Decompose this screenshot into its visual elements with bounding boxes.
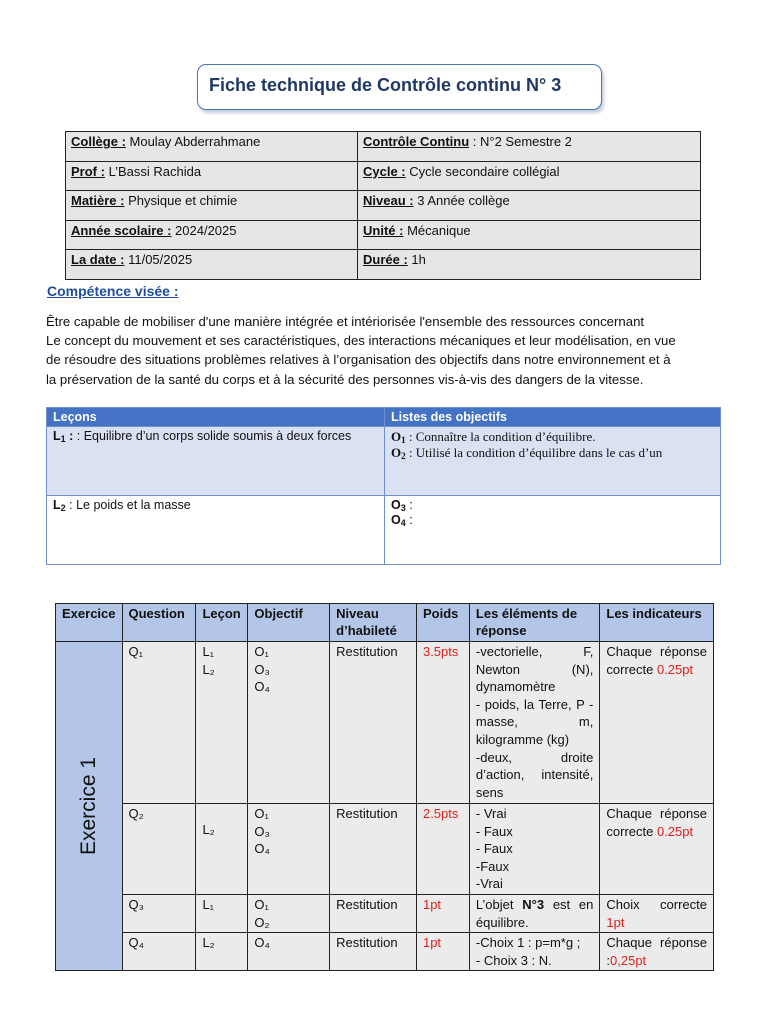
element-line: -Faux: [475, 858, 510, 874]
indicator-points: 0.25pt: [656, 661, 694, 677]
info-value: 2024/2025: [171, 222, 237, 238]
objective-ref: O₁: [254, 896, 269, 912]
question-row: [56, 933, 714, 971]
objective-text: : Utilisé la condition d’équilibre dans le cas d’un: [405, 445, 663, 460]
info-label: Cycle :: [363, 163, 406, 179]
objective-sub: 3: [400, 503, 406, 513]
indicator-points: 0.25pt: [656, 823, 694, 839]
objective-sub: 4: [400, 518, 406, 528]
elements-cell: [469, 894, 599, 932]
info-label: Niveau :: [363, 193, 414, 209]
indicator-cell: [600, 894, 714, 932]
lesson-text: : Equilibre d’un corps solide soumis à deux forces: [73, 429, 352, 443]
indicator-points: 1pt: [606, 914, 625, 930]
lesson-cell: [196, 804, 248, 895]
lesson-ref: L₁: [202, 896, 215, 912]
objective-sub: 2: [401, 451, 406, 461]
poids-cell: [416, 642, 469, 804]
elements-cell: [469, 642, 599, 804]
info-label: Durée :: [363, 252, 408, 268]
element-line: -Choix 1 : p=m*g ;: [475, 935, 581, 951]
poids-cell: [416, 804, 469, 895]
info-label: Contrôle Continu: [363, 134, 470, 149]
lesson-ref: L₂: [202, 822, 215, 837]
info-row: [66, 161, 701, 191]
objective-line: [391, 429, 714, 445]
lesson-ref: L₂: [202, 935, 215, 951]
competence-text: [46, 312, 726, 389]
lesson-row: [47, 496, 721, 565]
lesson-cell: [196, 642, 248, 804]
lesson-cell: [47, 496, 385, 565]
objective-text: : Connaître la condition d’équilibre.: [405, 429, 596, 444]
lesson-cell: [47, 427, 385, 496]
info-value: Mécanique: [403, 222, 471, 238]
objective-line: [391, 498, 714, 513]
niveau-value: Restitution: [336, 935, 398, 951]
lesson-cell: [196, 933, 248, 971]
evaluation-table: [55, 603, 714, 971]
poids-value: 3.5pts: [422, 644, 459, 659]
header-cell: Objectif: [248, 604, 330, 642]
info-label: Collège :: [71, 134, 126, 149]
question-cell: [122, 894, 196, 932]
title-box: [197, 64, 602, 110]
objective-cell: [248, 894, 330, 932]
element-line: -vectorielle, F, Newton (N), dynamomètre: [475, 644, 594, 695]
objectives-cell: [385, 427, 721, 496]
lesson-ref: L₁: [202, 644, 215, 659]
indicator-points: 0,25pt: [610, 952, 647, 968]
element-line: - Faux: [475, 823, 513, 839]
header-cell: Question: [122, 604, 196, 642]
info-cell: [66, 161, 358, 191]
objectives-header: Listes des objectifs: [385, 408, 721, 427]
indicator-cell: [600, 642, 714, 804]
lesson-row: [47, 427, 721, 496]
indicator-text: Chaque réponse :: [606, 935, 707, 968]
question-label: Q₃: [128, 896, 144, 912]
header-cell: Niveau d’habileté: [330, 604, 417, 642]
objective-ref: O₃: [254, 661, 270, 677]
competence-line: la préservation de la santé du corps et à la sécurité des personnes vis-à-vis des dangers de la vitesse.: [46, 371, 644, 387]
objective-ref: O₄: [254, 935, 270, 951]
elements-cell: [469, 933, 599, 971]
poids-value: 1pt: [422, 935, 442, 951]
info-row: [66, 132, 701, 162]
info-cell: [66, 220, 358, 250]
header-cell: Leçon: [196, 604, 248, 642]
objective-sub: 1: [401, 435, 406, 445]
lessons-table: [46, 407, 721, 565]
element-line: - Choix 3 : N.: [475, 952, 552, 968]
info-cell: [358, 132, 701, 162]
objective-text: :: [405, 513, 413, 527]
poids-cell: [416, 894, 469, 932]
niveau-cell: [330, 933, 417, 971]
exercise-cell: [56, 642, 123, 971]
info-row: [66, 250, 701, 280]
element-line: - poids, la Terre, P -masse, m, kilogramme (kg): [475, 696, 594, 747]
lesson-colon: :: [65, 429, 74, 443]
objective-text: :: [405, 498, 413, 512]
info-value: Physique et chimie: [124, 193, 238, 209]
element-text: L’objet: [475, 896, 523, 912]
info-row: [66, 220, 701, 250]
competence-line: Être capable de mobiliser d'une manière intégrée et intériorisée l'ensemble des ressources concernant: [46, 314, 645, 329]
indicator-text: Chaque réponse correcte: [606, 806, 707, 839]
header-cell: Exercice: [56, 604, 123, 642]
header-cell: Les éléments de réponse: [469, 604, 599, 642]
info-cell: [66, 132, 358, 162]
info-value: 1h: [407, 252, 426, 268]
element-line: - Vrai: [475, 806, 507, 821]
elements-cell: [469, 804, 599, 895]
element-line: - Faux: [475, 841, 513, 857]
niveau-value: Restitution: [336, 644, 398, 659]
objective-code: O: [391, 498, 401, 512]
info-value: : N°2 Semestre 2: [469, 134, 572, 149]
page-title: Fiche technique de Contrôle continu N° 3: [209, 75, 562, 95]
objective-code: O: [391, 513, 401, 527]
indicator-cell: [600, 804, 714, 895]
lesson-code: L: [53, 498, 61, 512]
evaluation-header-row: [56, 604, 714, 642]
question-row: [56, 804, 714, 895]
poids-value: 1pt: [422, 896, 442, 912]
lesson-code: L: [53, 429, 61, 443]
info-row: [66, 191, 701, 221]
objective-line: [391, 513, 714, 528]
question-cell: [122, 642, 196, 804]
question-cell: [122, 933, 196, 971]
question-label: Q₄: [128, 935, 144, 951]
question-label: Q₂: [128, 806, 144, 821]
objective-cell: [248, 933, 330, 971]
question-cell: [122, 804, 196, 895]
objective-code: O: [391, 445, 402, 460]
lesson-sub: 2: [60, 503, 66, 513]
niveau-cell: [330, 894, 417, 932]
niveau-cell: [330, 804, 417, 895]
indicator-text: Choix correcte: [606, 896, 707, 912]
objective-line: [391, 445, 714, 461]
element-bold: N°3: [522, 896, 545, 912]
element-line: -Vrai: [475, 876, 503, 892]
competence-title: Compétence visée :: [47, 283, 179, 299]
niveau-cell: [330, 642, 417, 804]
info-cell: [66, 250, 358, 280]
info-cell: [358, 191, 701, 221]
objective-code: O: [391, 429, 402, 444]
indicator-cell: [600, 933, 714, 971]
objective-ref: O₃: [254, 823, 270, 839]
objective-ref: O₄: [254, 679, 270, 695]
question-label: Q₁: [128, 644, 143, 659]
question-row: [56, 894, 714, 932]
question-row: [56, 642, 714, 804]
info-label: Matière :: [71, 193, 125, 209]
lesson-text: : Le poids et la masse: [65, 498, 191, 512]
poids-value: 2.5pts: [422, 806, 459, 821]
lesson-sub: 1: [60, 434, 66, 444]
objective-ref: O₄: [254, 841, 270, 857]
niveau-value: Restitution: [336, 806, 398, 821]
objective-cell: [248, 804, 330, 895]
objective-ref: O₁: [254, 644, 269, 659]
niveau-value: Restitution: [336, 896, 398, 912]
objective-cell: [248, 642, 330, 804]
info-value: 11/05/2025: [124, 252, 193, 268]
info-cell: [358, 250, 701, 280]
info-cell: [66, 191, 358, 221]
info-value: L’Bassi Rachida: [104, 163, 202, 179]
info-cell: [358, 161, 701, 191]
exercise-label: Exercice 1: [76, 757, 100, 856]
indicator-text: Chaque réponse correcte: [606, 644, 707, 677]
element-line: -deux, droite d’action, intensité, sens: [475, 749, 594, 800]
info-cell: [358, 220, 701, 250]
element-text: est en équilibre.: [475, 896, 594, 930]
info-value: Moulay Abderrahmane: [125, 134, 261, 149]
lesson-ref: L₂: [202, 661, 215, 677]
info-value: Cycle secondaire collégial: [405, 163, 560, 179]
info-label: Unité :: [363, 222, 404, 238]
header-cell: Les indicateurs: [600, 604, 714, 642]
info-label: Année scolaire :: [71, 222, 172, 238]
objectives-cell: [385, 496, 721, 565]
competence-line: Le concept du mouvement et ses caractéristiques, des interactions mécaniques et leur modélisation, en vue: [46, 333, 676, 349]
objective-ref: O₁: [254, 806, 269, 821]
lesson-cell: [196, 894, 248, 932]
info-table: [65, 131, 701, 280]
header-cell: Poids: [416, 604, 469, 642]
poids-cell: [416, 933, 469, 971]
lessons-header: Leçons: [47, 408, 385, 427]
info-value: 3 Année collège: [413, 193, 510, 209]
competence-line: de résoudre des situations problèmes relatives à l’organisation des objectifs dans notre environnement et à: [46, 352, 671, 368]
info-label: Prof :: [71, 163, 105, 179]
objective-ref: O₂: [254, 914, 270, 930]
info-label: La date :: [71, 252, 125, 268]
